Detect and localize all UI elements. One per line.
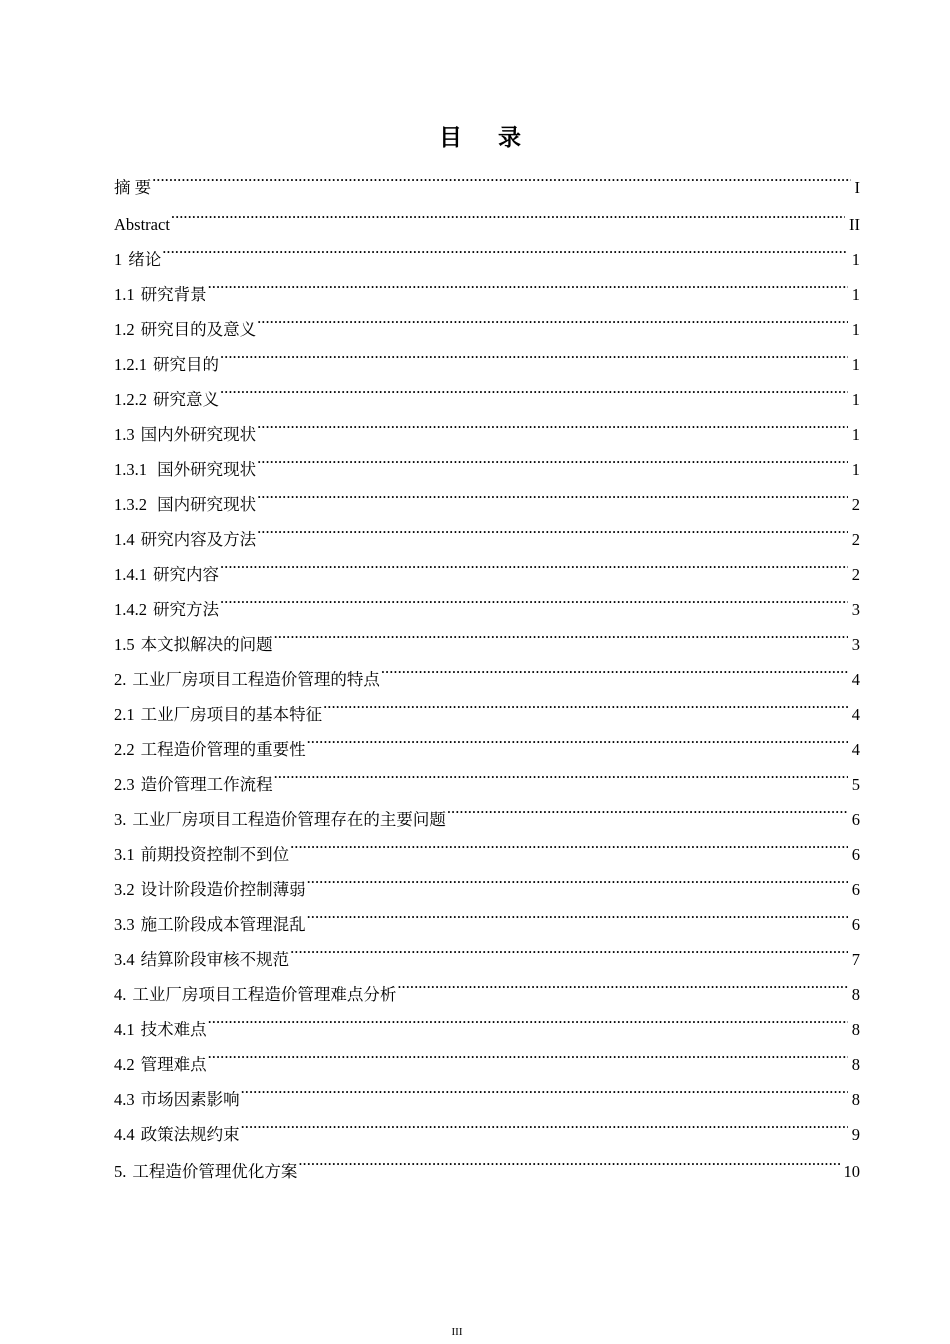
toc-entry-label [114, 627, 273, 662]
toc-entry-text: 工程造价管理的重要性 [140, 740, 306, 759]
toc-entry-label [114, 347, 219, 382]
toc-entry[interactable] [114, 615, 860, 654]
toc-entry-text: 管理难点 [140, 1055, 207, 1074]
toc-entry-number: 1.1 [114, 285, 135, 304]
toc-entry-number: 5. [114, 1162, 127, 1181]
toc-entry-page: 9 [851, 1125, 860, 1144]
toc-entry[interactable] [114, 230, 860, 269]
toc-entry-page: 5 [851, 775, 860, 794]
toc-entry[interactable] [114, 265, 860, 304]
toc-entry-page: I [854, 178, 860, 197]
toc-leader-dots [273, 615, 848, 650]
toc-entry-page: 6 [851, 810, 860, 829]
toc-entry-number: 3.2 [114, 880, 135, 899]
toc-entry-label [114, 1154, 297, 1189]
toc-entry-label [114, 417, 256, 452]
toc-entry-page: 4 [851, 705, 860, 724]
toc-leader-dots [207, 1035, 848, 1070]
toc-entry-text: 绪论 [128, 250, 162, 269]
toc-entry-text: 研究背景 [140, 285, 207, 304]
toc-entry-page: 7 [851, 950, 860, 969]
toc-entry-page: 8 [851, 985, 860, 1004]
toc-entry-label [114, 872, 306, 907]
toc-entry-text: 国内外研究现状 [140, 425, 257, 444]
toc-leader-dots [396, 965, 847, 1000]
toc-entry-page: 1 [851, 390, 860, 409]
toc-leader-dots [322, 685, 848, 720]
toc-entry-page: 1 [851, 355, 860, 374]
toc-entry-number: 1.4.2 [114, 600, 147, 619]
toc-entry-number: 4.1 [114, 1020, 135, 1039]
toc-entry-label [114, 487, 256, 522]
toc-leader-dots [256, 475, 848, 510]
toc-entry-number: 4.3 [114, 1090, 135, 1109]
toc-entry-number: 1.2.1 [114, 355, 147, 374]
toc-entry-label [114, 1117, 240, 1152]
toc-leader-dots [256, 405, 848, 440]
toc-leader-dots [306, 895, 848, 930]
toc-leader-dots [380, 650, 848, 685]
table-of-contents [114, 158, 860, 1181]
toc-entry-text: 国内研究现状 [153, 495, 257, 514]
toc-entry-number: 3.3 [114, 915, 135, 934]
toc-entry-label [114, 277, 207, 312]
footer-page-number: III [451, 1326, 463, 1338]
toc-leader-dots [306, 860, 848, 895]
toc-entry-text: 摘 要 [114, 178, 152, 197]
page-title: 目 录 [438, 125, 535, 151]
toc-entry-abstract-en[interactable] [114, 195, 860, 234]
toc-entry[interactable] [114, 1070, 860, 1109]
toc-entry-page: 6 [851, 915, 860, 934]
toc-leader-dots [240, 1105, 848, 1140]
toc-entry-label [114, 837, 289, 872]
toc-leader-dots [151, 158, 850, 193]
toc-entry-text: 政策法规约束 [140, 1125, 240, 1144]
toc-entry-text: 研究意义 [153, 390, 219, 409]
toc-entry-number: 2. [114, 670, 127, 689]
toc-entry[interactable] [114, 370, 860, 409]
toc-entry-page: 4 [851, 670, 860, 689]
toc-entry-text: 结算阶段审核不规范 [140, 950, 290, 969]
toc-leader-dots [289, 930, 848, 965]
toc-entry-number: 1.3 [114, 425, 135, 444]
toc-entry-number: 1.3.1 [114, 460, 147, 479]
toc-entry-label [114, 170, 151, 205]
toc-entry-text: Abstract [114, 215, 170, 234]
toc-entry-label [114, 1012, 207, 1047]
toc-entry-text: 前期投资控制不到位 [140, 845, 290, 864]
toc-entry-number: 3.4 [114, 950, 135, 969]
toc-entry-page: 1 [851, 425, 860, 444]
toc-entry-number: 4.2 [114, 1055, 135, 1074]
toc-entry-number: 2.1 [114, 705, 135, 724]
toc-entry-number: 1.5 [114, 635, 135, 654]
toc-entry-page: 10 [843, 1162, 860, 1181]
toc-entry-label [114, 1047, 207, 1082]
toc-entry-number: 1 [114, 250, 123, 269]
toc-leader-dots [219, 370, 848, 405]
toc-entry-number: 3. [114, 810, 127, 829]
toc-entry-text: 国外研究现状 [153, 460, 257, 479]
toc-leader-dots [256, 300, 848, 335]
toc-entry-number: 1.2 [114, 320, 135, 339]
toc-entry-text: 本文拟解决的问题 [140, 635, 273, 654]
toc-entry-page: 1 [851, 285, 860, 304]
toc-entry-text: 研究内容 [153, 565, 219, 584]
toc-entry-page: 2 [851, 565, 860, 584]
toc-entry[interactable] [114, 405, 860, 444]
toc-entry-number: 1.3.2 [114, 495, 147, 514]
toc-entry-text: 研究内容及方法 [140, 530, 257, 549]
toc-entry[interactable] [114, 580, 860, 619]
toc-entry-text: 市场因素影响 [140, 1090, 240, 1109]
toc-entry[interactable] [114, 1000, 860, 1039]
toc-leader-dots [289, 825, 848, 860]
toc-entry-text: 工业厂房项目工程造价管理难点分析 [132, 985, 397, 1004]
toc-leader-dots [170, 195, 845, 230]
toc-leader-dots [306, 720, 848, 755]
toc-entry-text: 工业厂房项目的基本特征 [140, 705, 323, 724]
toc-leader-dots [161, 230, 848, 265]
toc-entry-label [114, 907, 306, 942]
toc-entry-page: 8 [851, 1055, 860, 1074]
toc-entry-number: 1.4 [114, 530, 135, 549]
toc-entry-page: II [849, 215, 860, 234]
toc-entry-text: 施工阶段成本管理混乱 [140, 915, 306, 934]
toc-entry-page: 6 [851, 845, 860, 864]
toc-entry-text: 研究目的及意义 [140, 320, 257, 339]
toc-entry-page: 2 [851, 530, 860, 549]
toc-entry-page: 2 [851, 495, 860, 514]
toc-entry-number: 4. [114, 985, 127, 1004]
toc-entry-page: 1 [851, 320, 860, 339]
toc-entry-text: 技术难点 [140, 1020, 207, 1039]
toc-leader-dots [256, 510, 848, 545]
toc-entry-text: 工业厂房项目工程造价管理存在的主要问题 [132, 810, 446, 829]
toc-leader-dots [240, 1070, 848, 1105]
toc-entry-number: 2.2 [114, 740, 135, 759]
toc-entry[interactable] [114, 335, 860, 374]
toc-entry-text: 研究目的 [153, 355, 219, 374]
toc-entry-label [114, 767, 273, 802]
toc-entry-page: 6 [851, 880, 860, 899]
toc-entry-page: 3 [851, 635, 860, 654]
toc-entry-abstract-cn[interactable] [114, 158, 860, 195]
toc-entry-label [114, 592, 219, 627]
toc-leader-dots [219, 335, 848, 370]
toc-entry-text: 造价管理工作流程 [140, 775, 273, 794]
toc-entry[interactable] [114, 1035, 860, 1074]
toc-leader-dots [207, 265, 848, 300]
toc-entry-label [114, 382, 219, 417]
toc-entry[interactable] [114, 545, 860, 584]
toc-entry-number: 1.2.2 [114, 390, 147, 409]
toc-entry-text: 工程造价管理优化方案 [132, 1162, 298, 1181]
toc-entry-text: 工业厂房项目工程造价管理的特点 [132, 670, 380, 689]
toc-entry[interactable] [114, 300, 860, 339]
toc-leader-dots [219, 580, 848, 615]
toc-entry-page: 8 [851, 1090, 860, 1109]
toc-entry-label [114, 242, 161, 277]
toc-entry-page: 1 [851, 460, 860, 479]
toc-entry-text: 研究方法 [153, 600, 219, 619]
toc-leader-dots [219, 545, 848, 580]
toc-entry-number: 4.4 [114, 1125, 135, 1144]
toc-entry-label [114, 1082, 240, 1117]
toc-entry-label [114, 452, 256, 487]
toc-leader-dots [297, 1142, 839, 1177]
toc-entry-page: 3 [851, 600, 860, 619]
toc-entry-text: 设计阶段造价控制薄弱 [140, 880, 306, 899]
toc-leader-dots [446, 790, 848, 825]
toc-entry-number: 1.4.1 [114, 565, 147, 584]
toc-entry-page: 1 [851, 250, 860, 269]
toc-entry-page: 8 [851, 1020, 860, 1039]
toc-leader-dots [256, 440, 848, 475]
toc-leader-dots [207, 1000, 848, 1035]
toc-entry-number: 2.3 [114, 775, 135, 794]
toc-leader-dots [273, 755, 848, 790]
toc-entry-label [114, 557, 219, 592]
toc-entry-number: 3.1 [114, 845, 135, 864]
toc-entry-label [114, 697, 322, 732]
toc-entry-page: 4 [851, 740, 860, 759]
toc-entry-label [114, 942, 289, 977]
